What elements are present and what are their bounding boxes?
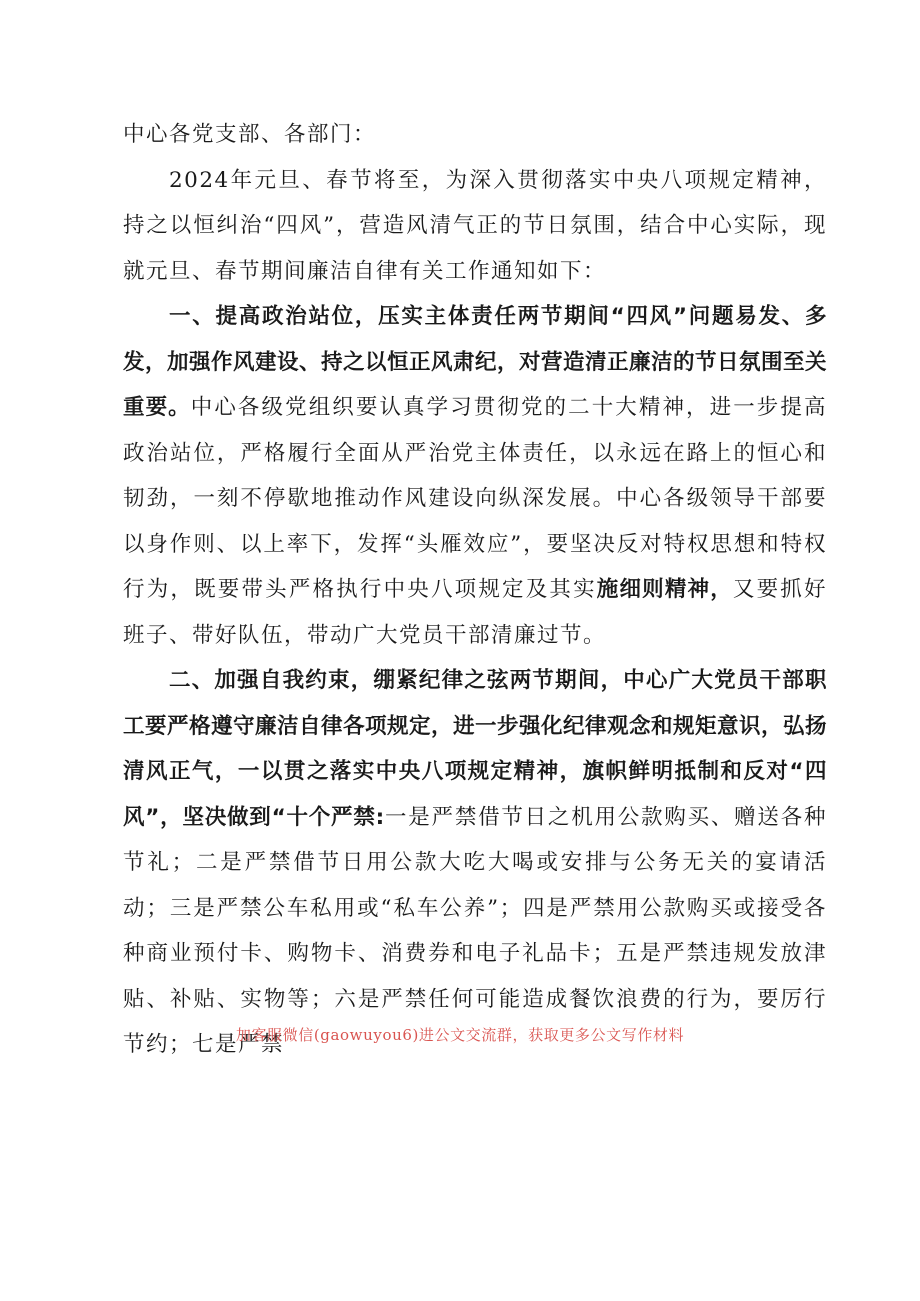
section-2-body: 一是严禁借节日之机用公款购买、赠送各种节礼；二是严禁借节日用公款大吃大喝或安排与公务无关的宴请活动；三是严禁公车私用或“私车公养”；四是严禁用公款购买或接受各种商业预付卡、购物卡、消费券和电子礼品卡；五是严禁违规发放津贴、补贴、实物等；六是严禁任何可能造成餐饮浪费的行为，要厉行节约；七是严禁 — [123, 804, 827, 1057]
section-1-body-part2: 又要抓好班子、带好队伍，带动广大党员干部清廉过节。 — [123, 577, 827, 648]
document-body — [123, 112, 827, 1068]
section-1-body-bold: 施细则精神， — [596, 577, 733, 602]
salutation: 中心各党支部、各部门： — [123, 122, 377, 147]
section-2-heading: 二、加强自我约束，绷紧纪律之弦两节期间，中心广大党员干部职工要严格遵守廉洁自律各项规定，进一步强化纪律观念和规矩意识，弘扬清风正气，一以贯之落实中央八项规定精神，旗帜鲜明抵制和反对“四风”，坚决做到“十个严禁: — [123, 668, 828, 830]
section-1-heading: 一、提高政治站位，压实主体责任两节期间“四风”问题易发、多发，加强作风建设、持之以恒正风肃纪，对营造清正廉洁的节日氛围至关重要。 — [123, 304, 828, 420]
section-1-paragraph — [123, 294, 827, 658]
section-2-paragraph — [123, 658, 827, 1068]
footer-note: 加客服微信(gaowuyou6)进公文交流群，获取更多公文写作材料 — [235, 1026, 685, 1044]
intro-paragraph: 2024年元旦、春节将至，为深入贯彻落实中央八项规定精神，持之以恒纠治“四风”，营造风清气正的节日氛围，结合中心实际，现就元旦、春节期间廉洁自律有关工作通知如下： — [123, 167, 827, 284]
section-1-body-part1: 中心各级党组织要认真学习贯彻党的二十大精神，进一步提高政治站位，严格履行全面从严治党主体责任，以永远在路上的恒心和韧劲，一刻不停歇地推动作风建设向纵深发展。中心各级领导干部要以身作则、以上率下，发挥“头雁效应”，要坚决反对特权思想和特权行为，既要带头严格执行中央八项规定及其实 — [123, 395, 827, 602]
